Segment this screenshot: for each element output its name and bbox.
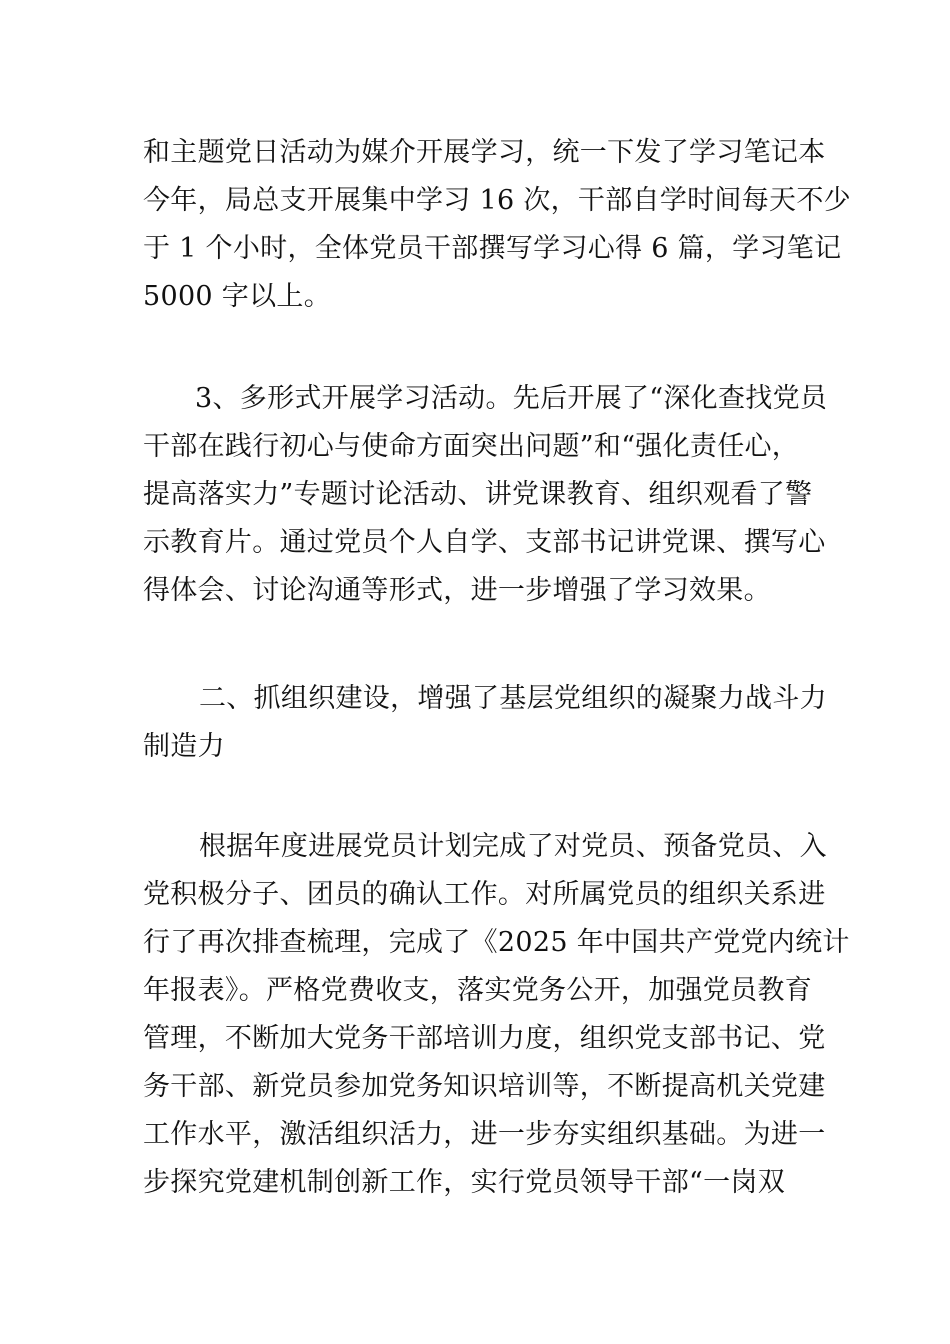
text-line: 示教育片。通过党员个人自学、支部书记讲党课、撰写心	[143, 527, 826, 558]
paragraph-study-activities	[143, 375, 828, 615]
text-line: 和主题党日活动为媒介开展学习，统一下发了学习笔记本	[143, 137, 826, 168]
text-line: 行了再次排查梳理，完成了《2025 年中国共产党党内统计	[143, 927, 850, 958]
text-line: 工作水平，激活组织活力，进一步夯实组织基础。为进一	[143, 1119, 826, 1150]
text-line: 干部在践行初心与使命方面突出问题”和“强化责任心，	[143, 431, 800, 462]
text-line: 3、多形式开展学习活动。先后开展了“深化查找党员	[195, 383, 828, 414]
text-line: 党积极分子、团员的确认工作。对所属党员的组织关系进	[143, 879, 826, 910]
text-line: 根据年度进展党员计划完成了对党员、预备党员、入	[199, 831, 827, 862]
text-line: 于 1 个小时，全体党员干部撰写学习心得 6 篇，学习笔记	[143, 233, 842, 264]
heading-line: 二、抓组织建设，增强了基层党组织的凝聚力战斗力	[199, 683, 827, 714]
heading-line: 制造力	[143, 731, 225, 762]
paragraph-organization-work	[143, 823, 850, 1207]
paragraph-study-records	[143, 129, 851, 321]
text-line: 管理，不断加大党务干部培训力度，组织党支部书记、党	[143, 1023, 826, 1054]
text-line: 步探究党建机制创新工作，实行党员领导干部“一岗双	[143, 1167, 786, 1198]
section-heading-organization	[143, 675, 827, 771]
text-line: 得体会、讨论沟通等形式，进一步增强了学习效果。	[143, 575, 771, 606]
text-line: 务干部、新党员参加党务知识培训等，不断提高机关党建	[143, 1071, 826, 1102]
text-line: 今年，局总支开展集中学习 16 次，干部自学时间每天不少	[143, 185, 851, 216]
text-line: 年报表》。严格党费收支，落实党务公开，加强党员教育	[143, 975, 812, 1006]
text-line: 提高落实力”专题讨论活动、讲党课教育、组织观看了警	[143, 479, 813, 510]
text-line: 5000 字以上。	[143, 281, 331, 312]
